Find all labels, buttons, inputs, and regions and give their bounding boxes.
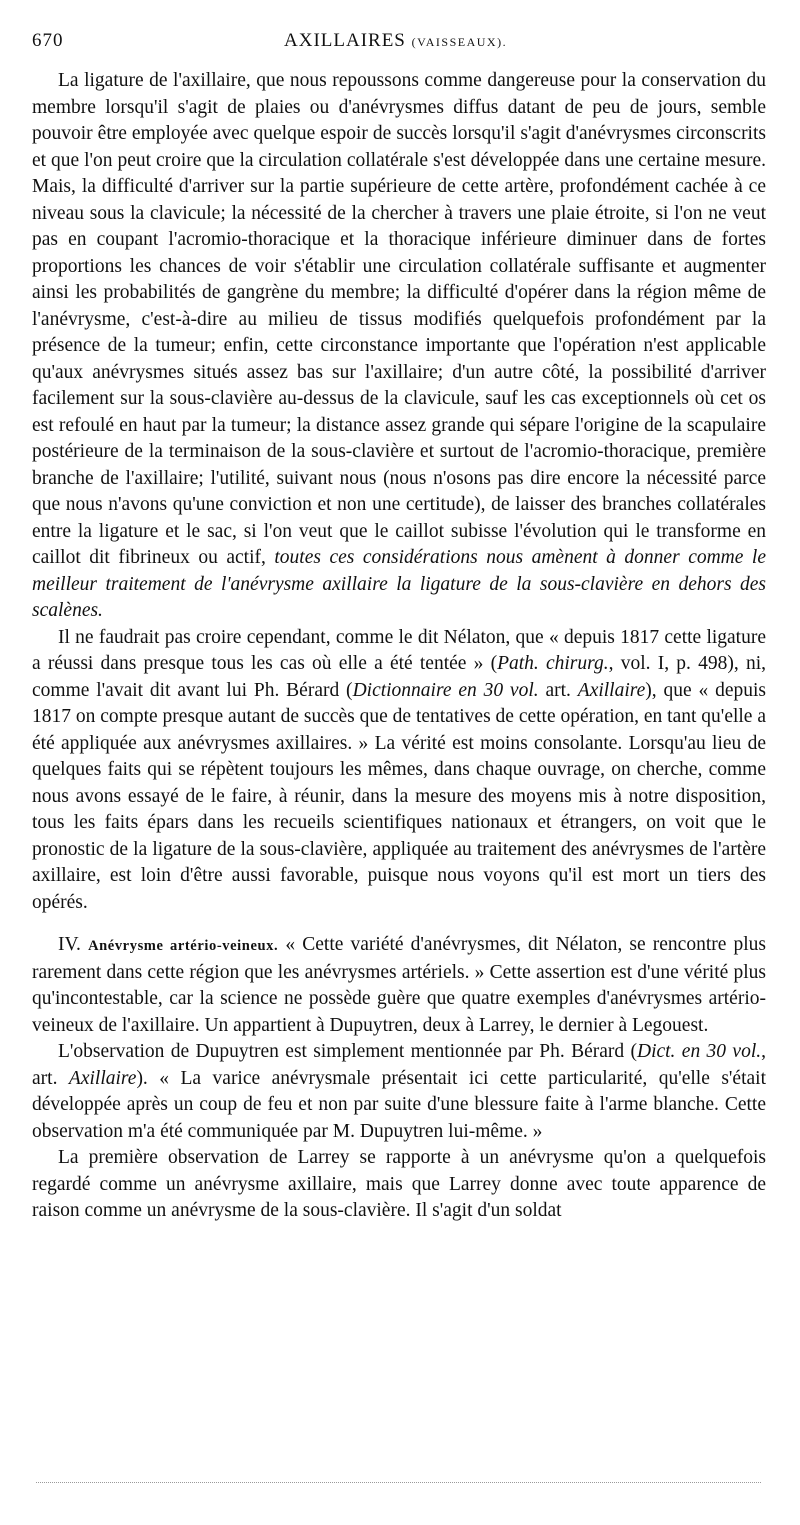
section-number: IV. [58,934,81,955]
paragraph-pronostic [32,625,766,917]
paragraph-dupuytren [32,1039,766,1145]
running-title [284,30,507,52]
bottom-dotted-rule [36,1482,761,1483]
paragraph-text: ), que « depuis 1817 on compte presque autant de succès que de tentatives de cette opération, en tant qu'elle a été appliquée aux anévrysmes axillaires. » La vérité est moins consolante. Lorsqu'au lieu de quelques faits qui se répètent toujours les mêmes, dans chaque ouvrage, on cherche, comme nous avons essayé de le faire, à réunir, dans la mesure des moyens mis à notre disposition, tous les faits épars dans les recueils scientifiques nationaux et étrangers, on voit que le pronostic de la ligature de la sous-clavière, appliquée au traitement des anévrysmes de l'artère axillaire, est loin d'être aussi favorable, puisque nous voyons qu'il est mort un tiers des opérés. [32,679,767,913]
paragraph-text: La première observation de Larrey se rapporte à un anévrysme qu'on a quelquefois regardé comme un anévrysme axillaire, mais que Larrey donne avec toute apparence de raison comme un anévrysme de la sous-clavière. Il s'agit d'un soldat [32,1147,766,1221]
paragraph-text: , art. [32,1041,766,1089]
paragraph-text: , vol. I, p. 498), ni, comme l'avait dit avant lui Ph. Bérard ( [32,653,766,701]
running-title-main: AXILLAIRES [284,30,406,51]
emphasized-conclusion: toutes ces considérations nous amènent à donner comme le meilleur traitement de l'anévrysme axillaire la ligature de la sous-clavière en dehors des scalènes. [32,547,767,621]
citation-title: Dictionnaire en 30 vol. [352,679,539,701]
citation-title: Axillaire [577,679,646,701]
running-title-subtitle: (VAISSEAUX). [411,35,508,49]
paragraph-text: art. [538,679,578,701]
paragraph-text: ). « La varice anévrysmale présentait ici cette particularité, qu'elle s'était développée après un coup de feu et non par suite d'une blessure faite à l'arme blanche. Cette observation m'a été communiquée par M. Dupuytren lui-même. » [32,1067,766,1142]
paragraph-text: « Cette variété d'anévrysmes, dit Nélaton, se rencontre plus rarement dans cette région que les anévrysmes artériels. » Cette assertion est d'une vérité plus qu'incontestable, car la science ne possède guère que quatre exemples d'anévrysmes artério-veineux de l'axillaire. Un appartient à Dupuytren, deux à Larrey, le dernier à Legouest. [32,934,767,1036]
section-iv-paragraph [32,932,766,1039]
running-head [32,30,766,60]
section-heading: Anévrysme artério-veineux. [88,938,279,954]
paragraph-ligature-axillaire [32,68,766,625]
page-number: 670 [32,30,64,51]
paragraph-text: L'observation de Dupuytren est simplement mentionnée par Ph. Bérard ( [58,1041,637,1062]
citation-title: Axillaire [68,1067,137,1089]
citation-title: Dict. en 30 vol. [636,1041,762,1062]
paragraph-larrey [32,1145,766,1225]
page [32,30,766,1225]
paragraph-text: Il ne faudrait pas croire cependant, comme le dit Nélaton, que « depuis 1817 cette ligature a réussi dans presque tous les cas où elle a été tentée » ( [32,626,766,674]
citation-title: Path. chirurg. [497,653,609,674]
body-text [32,68,766,1225]
paragraph-text: La ligature de l'axillaire, que nous repoussons comme dangereuse pour la conservation du membre lorsqu'il s'agit de plaies ou d'anévrysmes diffus datant de peu de jours, semble pouvoir être employée avec quelque espoir de succès lorsqu'il s'agit d'anévrysmes circonscrits et que l'on peut croire que la circulation collatérale s'est développée dans une certaine mesure. Mais, la difficulté d'arriver sur la partie supérieure de cette artère, profondément cachée à ce niveau sous la clavicule; la nécessité de la chercher à travers une plaie étroite, si l'on ne veut pas en coupant l'acromio-thoracique et la thoracique inférieure diminuer dans de fortes proportions les chances de voir s'établir une circulation collatérale suffisante et augmenter ainsi les probabilités de gangrène du membre; la difficulté d'opérer dans la région même de l'anévrysme, c'est-à-dire au milieu de tissus modifiés quelquefois profondément par la présence de la tumeur; enfin, cette circonstance importante que l'opération n'est applicable qu'aux anévrysmes situés assez bas sur l'axillaire; d'un autre côté, la possibilité d'arriver facilement sur la sous-clavière au-dessus de la clavicule, sauf les cas exceptionnels où cet os est refoulé en haut par la tumeur; la distance assez grande qui sépare l'origine de la scapulaire postérieure de la terminaison de la sous-clavière et surtout de l'acromio-thoracique, première branche de l'axillaire; l'utilité, suivant nous (nous n'osons pas dire encore la nécessité parce que nous n'avons qu'une conviction et non une certitude), de laisser des branches collatérales entre la ligature et le sac, si l'on veut que le caillot subisse l'évolution qui le transforme en caillot dit fibrineux ou actif, [32,70,766,568]
